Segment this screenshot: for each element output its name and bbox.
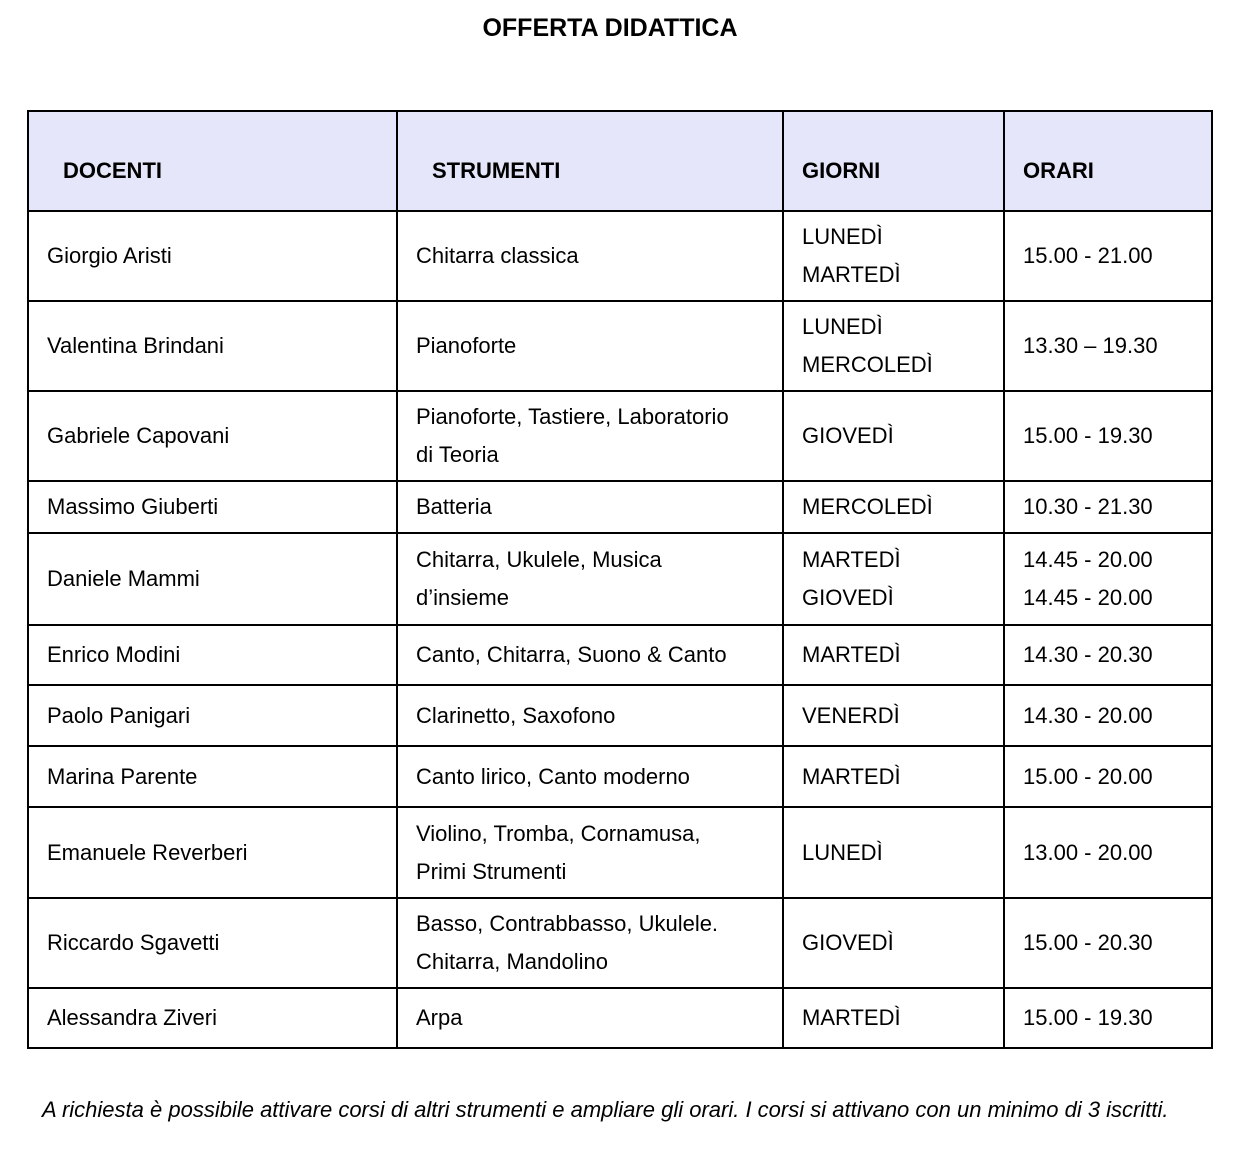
hours-line: 14.30 - 20.30 — [1023, 642, 1153, 667]
hours-cell — [1004, 301, 1212, 391]
instruments-line: Arpa — [416, 1005, 463, 1030]
teacher-cell: Valentina Brindani — [28, 301, 397, 391]
hours-line: 15.00 - 20.00 — [1023, 763, 1153, 789]
instruments-cell — [397, 988, 783, 1048]
days-line: MARTEDÌ — [802, 547, 901, 572]
hours-cell — [1004, 898, 1212, 988]
instruments-cell — [397, 391, 783, 481]
hours-line: 15.00 - 19.30 — [1023, 1005, 1153, 1030]
table-row — [28, 625, 1212, 685]
hours-cell — [1004, 625, 1212, 685]
hours-line: 15.00 - 19.30 — [1023, 423, 1153, 448]
days-line: LUNEDÌ — [802, 314, 883, 339]
instruments-line: Violino, Tromba, Cornamusa, — [416, 820, 701, 846]
hours-cell — [1004, 391, 1212, 481]
teachers-table — [27, 110, 1213, 1049]
hours-cell — [1004, 988, 1212, 1048]
teacher-cell: Giorgio Aristi — [28, 211, 397, 301]
instruments-line: Chitarra, Ukulele, Musica — [416, 547, 662, 572]
teacher-cell: Paolo Panigari — [28, 685, 397, 746]
instruments-line: Canto, Chitarra, Suono & Canto — [416, 642, 727, 667]
table-row — [28, 533, 1212, 625]
teacher-cell: Riccardo Sgavetti — [28, 898, 397, 988]
instruments-line: Batteria — [416, 494, 492, 519]
instruments-cell — [397, 211, 783, 301]
hours-cell — [1004, 533, 1212, 625]
days-line: MARTEDÌ — [802, 1005, 901, 1030]
header-strumenti: STRUMENTI — [397, 111, 783, 211]
hours-line: 14.30 - 20.00 — [1023, 702, 1153, 728]
instruments-cell — [397, 685, 783, 746]
days-cell — [783, 481, 1004, 533]
days-cell — [783, 898, 1004, 988]
days-cell — [783, 746, 1004, 807]
hours-line: 14.45 - 20.00 — [1023, 547, 1153, 572]
days-cell — [783, 391, 1004, 481]
hours-cell — [1004, 211, 1212, 301]
days-line: MARTEDÌ — [802, 642, 901, 667]
instruments-line: Chitarra classica — [416, 243, 579, 268]
table-body — [28, 211, 1212, 1048]
days-cell — [783, 988, 1004, 1048]
teacher-cell: Daniele Mammi — [28, 533, 397, 625]
days-line: MARTEDÌ — [802, 262, 901, 287]
teacher-cell: Massimo Giuberti — [28, 481, 397, 533]
hours-line: 13.30 – 19.30 — [1023, 333, 1158, 358]
days-line: GIOVEDÌ — [802, 585, 894, 610]
hours-line: 14.45 - 20.00 — [1023, 585, 1153, 610]
days-line: MERCOLEDÌ — [802, 352, 933, 377]
instruments-cell — [397, 533, 783, 625]
days-line: MERCOLEDÌ — [802, 494, 933, 519]
header-docenti: DOCENTI — [28, 111, 397, 211]
instruments-cell — [397, 898, 783, 988]
days-line: MARTEDÌ — [802, 763, 901, 789]
hours-cell — [1004, 481, 1212, 533]
teacher-cell: Gabriele Capovani — [28, 391, 397, 481]
table-row — [28, 898, 1212, 988]
table-row — [28, 301, 1212, 391]
page-title: OFFERTA DIDATTICA — [482, 14, 738, 42]
teacher-cell: Alessandra Ziveri — [28, 988, 397, 1048]
instruments-cell — [397, 807, 783, 898]
instruments-line: Basso, Contrabbasso, Ukulele. — [416, 911, 719, 936]
instruments-line: Primi Strumenti — [416, 858, 567, 884]
days-line: LUNEDÌ — [802, 839, 883, 865]
hours-cell — [1004, 685, 1212, 746]
instruments-line: Pianoforte, Tastiere, Laboratorio — [416, 404, 729, 429]
days-cell — [783, 685, 1004, 746]
hours-line: 15.00 - 20.30 — [1023, 930, 1153, 955]
instruments-line: Clarinetto, Saxofono — [416, 702, 616, 728]
instruments-cell — [397, 301, 783, 391]
hours-line: 15.00 - 21.00 — [1023, 243, 1153, 268]
days-line: LUNEDÌ — [802, 224, 883, 249]
days-line: GIOVEDÌ — [802, 423, 894, 448]
teacher-cell: Enrico Modini — [28, 625, 397, 685]
instruments-line: di Teoria — [416, 442, 499, 467]
instruments-cell — [397, 746, 783, 807]
days-cell — [783, 625, 1004, 685]
days-line: VENERDÌ — [802, 702, 900, 728]
table-row — [28, 807, 1212, 898]
table-header-row — [28, 111, 1212, 211]
days-line: GIOVEDÌ — [802, 930, 894, 955]
table-row — [28, 211, 1212, 301]
instruments-line: Pianoforte — [416, 333, 517, 358]
table-row — [28, 481, 1212, 533]
days-cell — [783, 807, 1004, 898]
instruments-line: Canto lirico, Canto moderno — [416, 763, 690, 789]
table-row — [28, 685, 1212, 746]
hours-line: 13.00 - 20.00 — [1023, 839, 1153, 865]
days-cell — [783, 533, 1004, 625]
footnote: A richiesta è possibile attivare corsi di altri strumenti e ampliare gli orari. I corsi si attivano con un minimo di 3 iscritti. — [42, 1097, 1169, 1122]
hours-line: 10.30 - 21.30 — [1023, 494, 1153, 519]
instruments-cell — [397, 625, 783, 685]
header-giorni: GIORNI — [783, 111, 1004, 211]
days-cell — [783, 211, 1004, 301]
hours-cell — [1004, 746, 1212, 807]
instruments-line: d’insieme — [416, 585, 509, 610]
table-row — [28, 746, 1212, 807]
days-cell — [783, 301, 1004, 391]
table-row — [28, 988, 1212, 1048]
instruments-cell — [397, 481, 783, 533]
hours-cell — [1004, 807, 1212, 898]
table-row — [28, 391, 1212, 481]
teacher-cell: Marina Parente — [28, 746, 397, 807]
header-orari: ORARI — [1004, 111, 1212, 211]
teacher-cell: Emanuele Reverberi — [28, 807, 397, 898]
instruments-line: Chitarra, Mandolino — [416, 949, 608, 974]
